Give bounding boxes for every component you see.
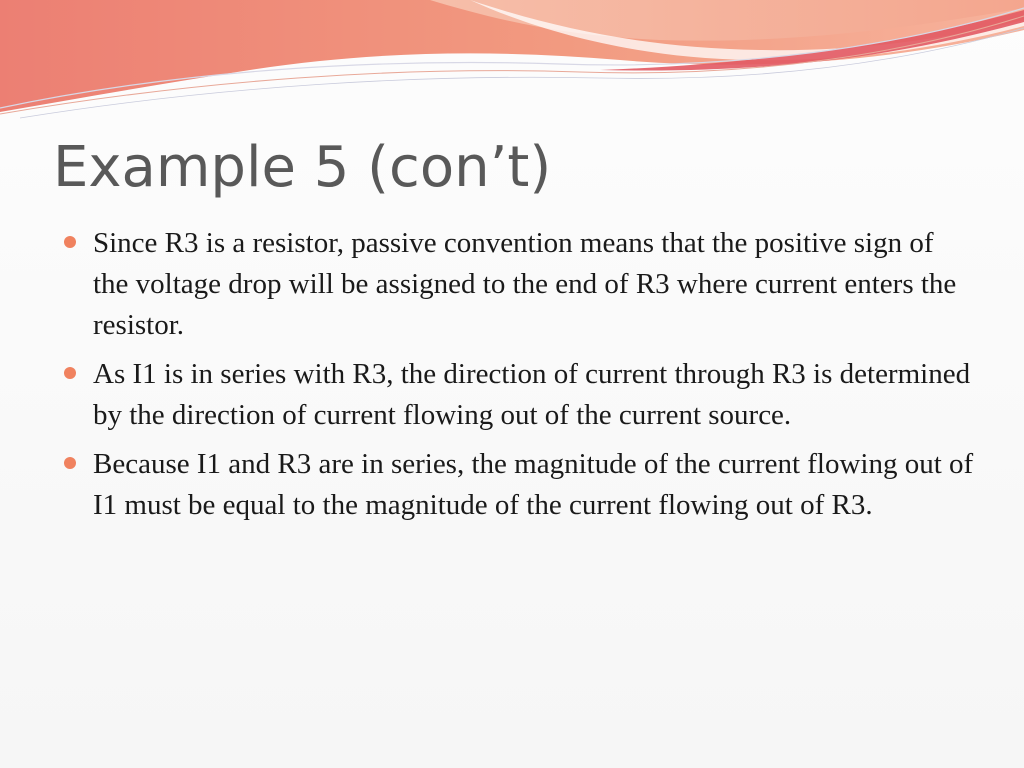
header-wave-decoration [0, 0, 1024, 130]
bullet-dot-icon [64, 236, 76, 248]
bullet-dot-icon [64, 457, 76, 469]
bullet-dot-icon [64, 367, 76, 379]
bullet-text: Because I1 and R3 are in series, the magnitude of the current flowing out of I1 must be equal to the magnitude of the current flowing out of R3. [93, 448, 974, 521]
bullet-item [64, 354, 974, 436]
bullet-item [64, 444, 974, 526]
bullet-text: As I1 is in series with R3, the direction of current through R3 is determined by the direction of current flowing out of the current source. [93, 358, 971, 431]
slide-title: Example 5 (con’t) [53, 135, 552, 200]
bullet-item [64, 223, 974, 346]
bullet-text: Since R3 is a resistor, passive convention means that the positive sign of the voltage drop will be assigned to the end of R3 where current enters the resistor. [93, 227, 957, 341]
bullet-list [64, 223, 974, 534]
